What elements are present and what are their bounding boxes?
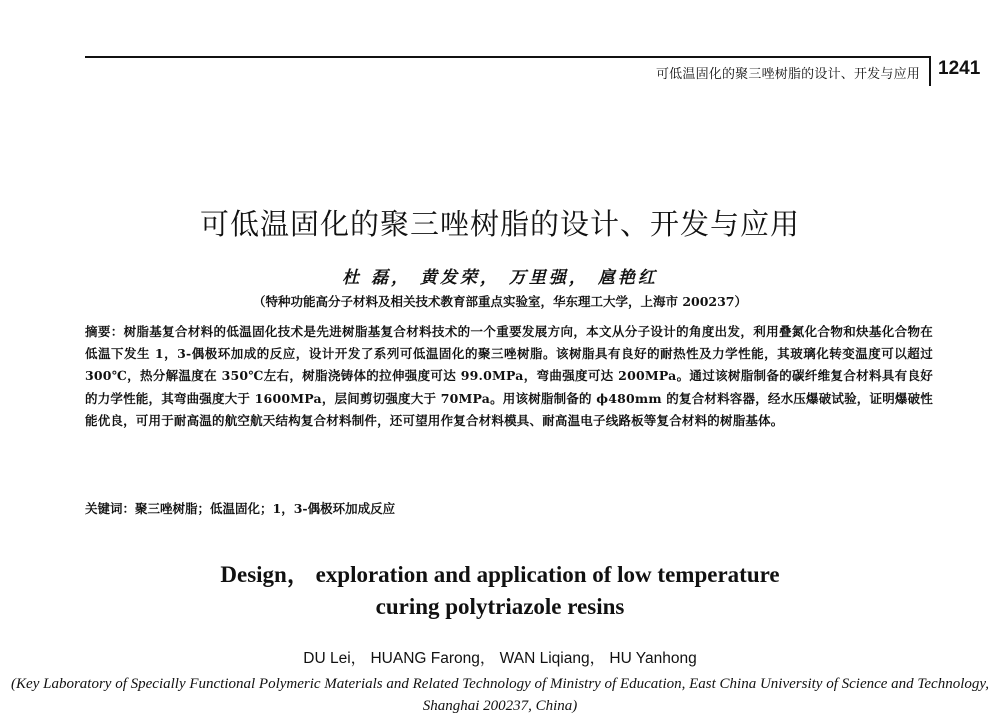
chinese-affiliation: （特种功能高分子材料及相关技术教育部重点实验室，华东理工大学，上海市 200237） bbox=[252, 294, 748, 309]
keywords-label: 关键词： bbox=[85, 501, 136, 516]
header-rule bbox=[85, 56, 930, 58]
page-number: 1241 bbox=[938, 58, 981, 79]
chinese-authors: 杜 磊， 黄发荣， 万里强， 扈艳红 bbox=[342, 268, 658, 288]
english-authors: DU Lei， HUANG Farong， WAN Liqiang， HU Yanhong bbox=[303, 650, 697, 667]
chinese-keywords bbox=[85, 499, 933, 517]
chinese-title: 可低温固化的聚三唑树脂的设计、开发与应用 bbox=[199, 207, 800, 241]
english-title-line-1: Design， exploration and application of low temperature bbox=[220, 562, 780, 587]
header-divider bbox=[929, 56, 931, 86]
english-affiliation: (Key Laboratory of Specially Functional Polymeric Materials and Related Technology of Ministry of Education, East China University of Science and Technology, Shanghai 200237, China) bbox=[11, 676, 989, 714]
keywords-text: 聚三唑树脂；低温固化；1，3-偶极环加成反应 bbox=[135, 501, 396, 516]
abstract-label: 摘要： bbox=[85, 324, 124, 339]
running-title: 可低温固化的聚三唑树脂的设计、开发与应用 bbox=[655, 67, 920, 82]
abstract-text: 树脂基复合材料的低温固化技术是先进树脂基复合材料技术的一个重要发展方向，本文从分子设计的角度出发，利用叠氮化合物和炔基化合物在低温下发生 1，3-偶极环加成的反应，设计开发了系列可低温固化的聚三唑树脂。该树脂具有良好的耐热性及力学性能，其玻璃化转变温度可以超过 300℃，热分解温度在 350℃左右，树脂浇铸体的拉伸强度可达 99.0MPa，弯曲强度可达 200MPa。通过该树脂制备的碳纤维复合材料具有良好的力学性能，其弯曲强度大于 1600MPa，层间剪切强度大于 70MPa。用该树脂制备的 ϕ480mm 的复合材料容器，经水压爆破试验，证明爆破性能优良，可用于耐高温的航空航天结构复合材料制件，还可望用作复合材料模具、耐高温电子线路板等复合材料的树脂基体。 bbox=[85, 324, 934, 428]
chinese-abstract bbox=[85, 321, 933, 432]
english-title bbox=[0, 559, 1000, 623]
english-title-line-2: curing polytriazole resins bbox=[375, 594, 625, 619]
